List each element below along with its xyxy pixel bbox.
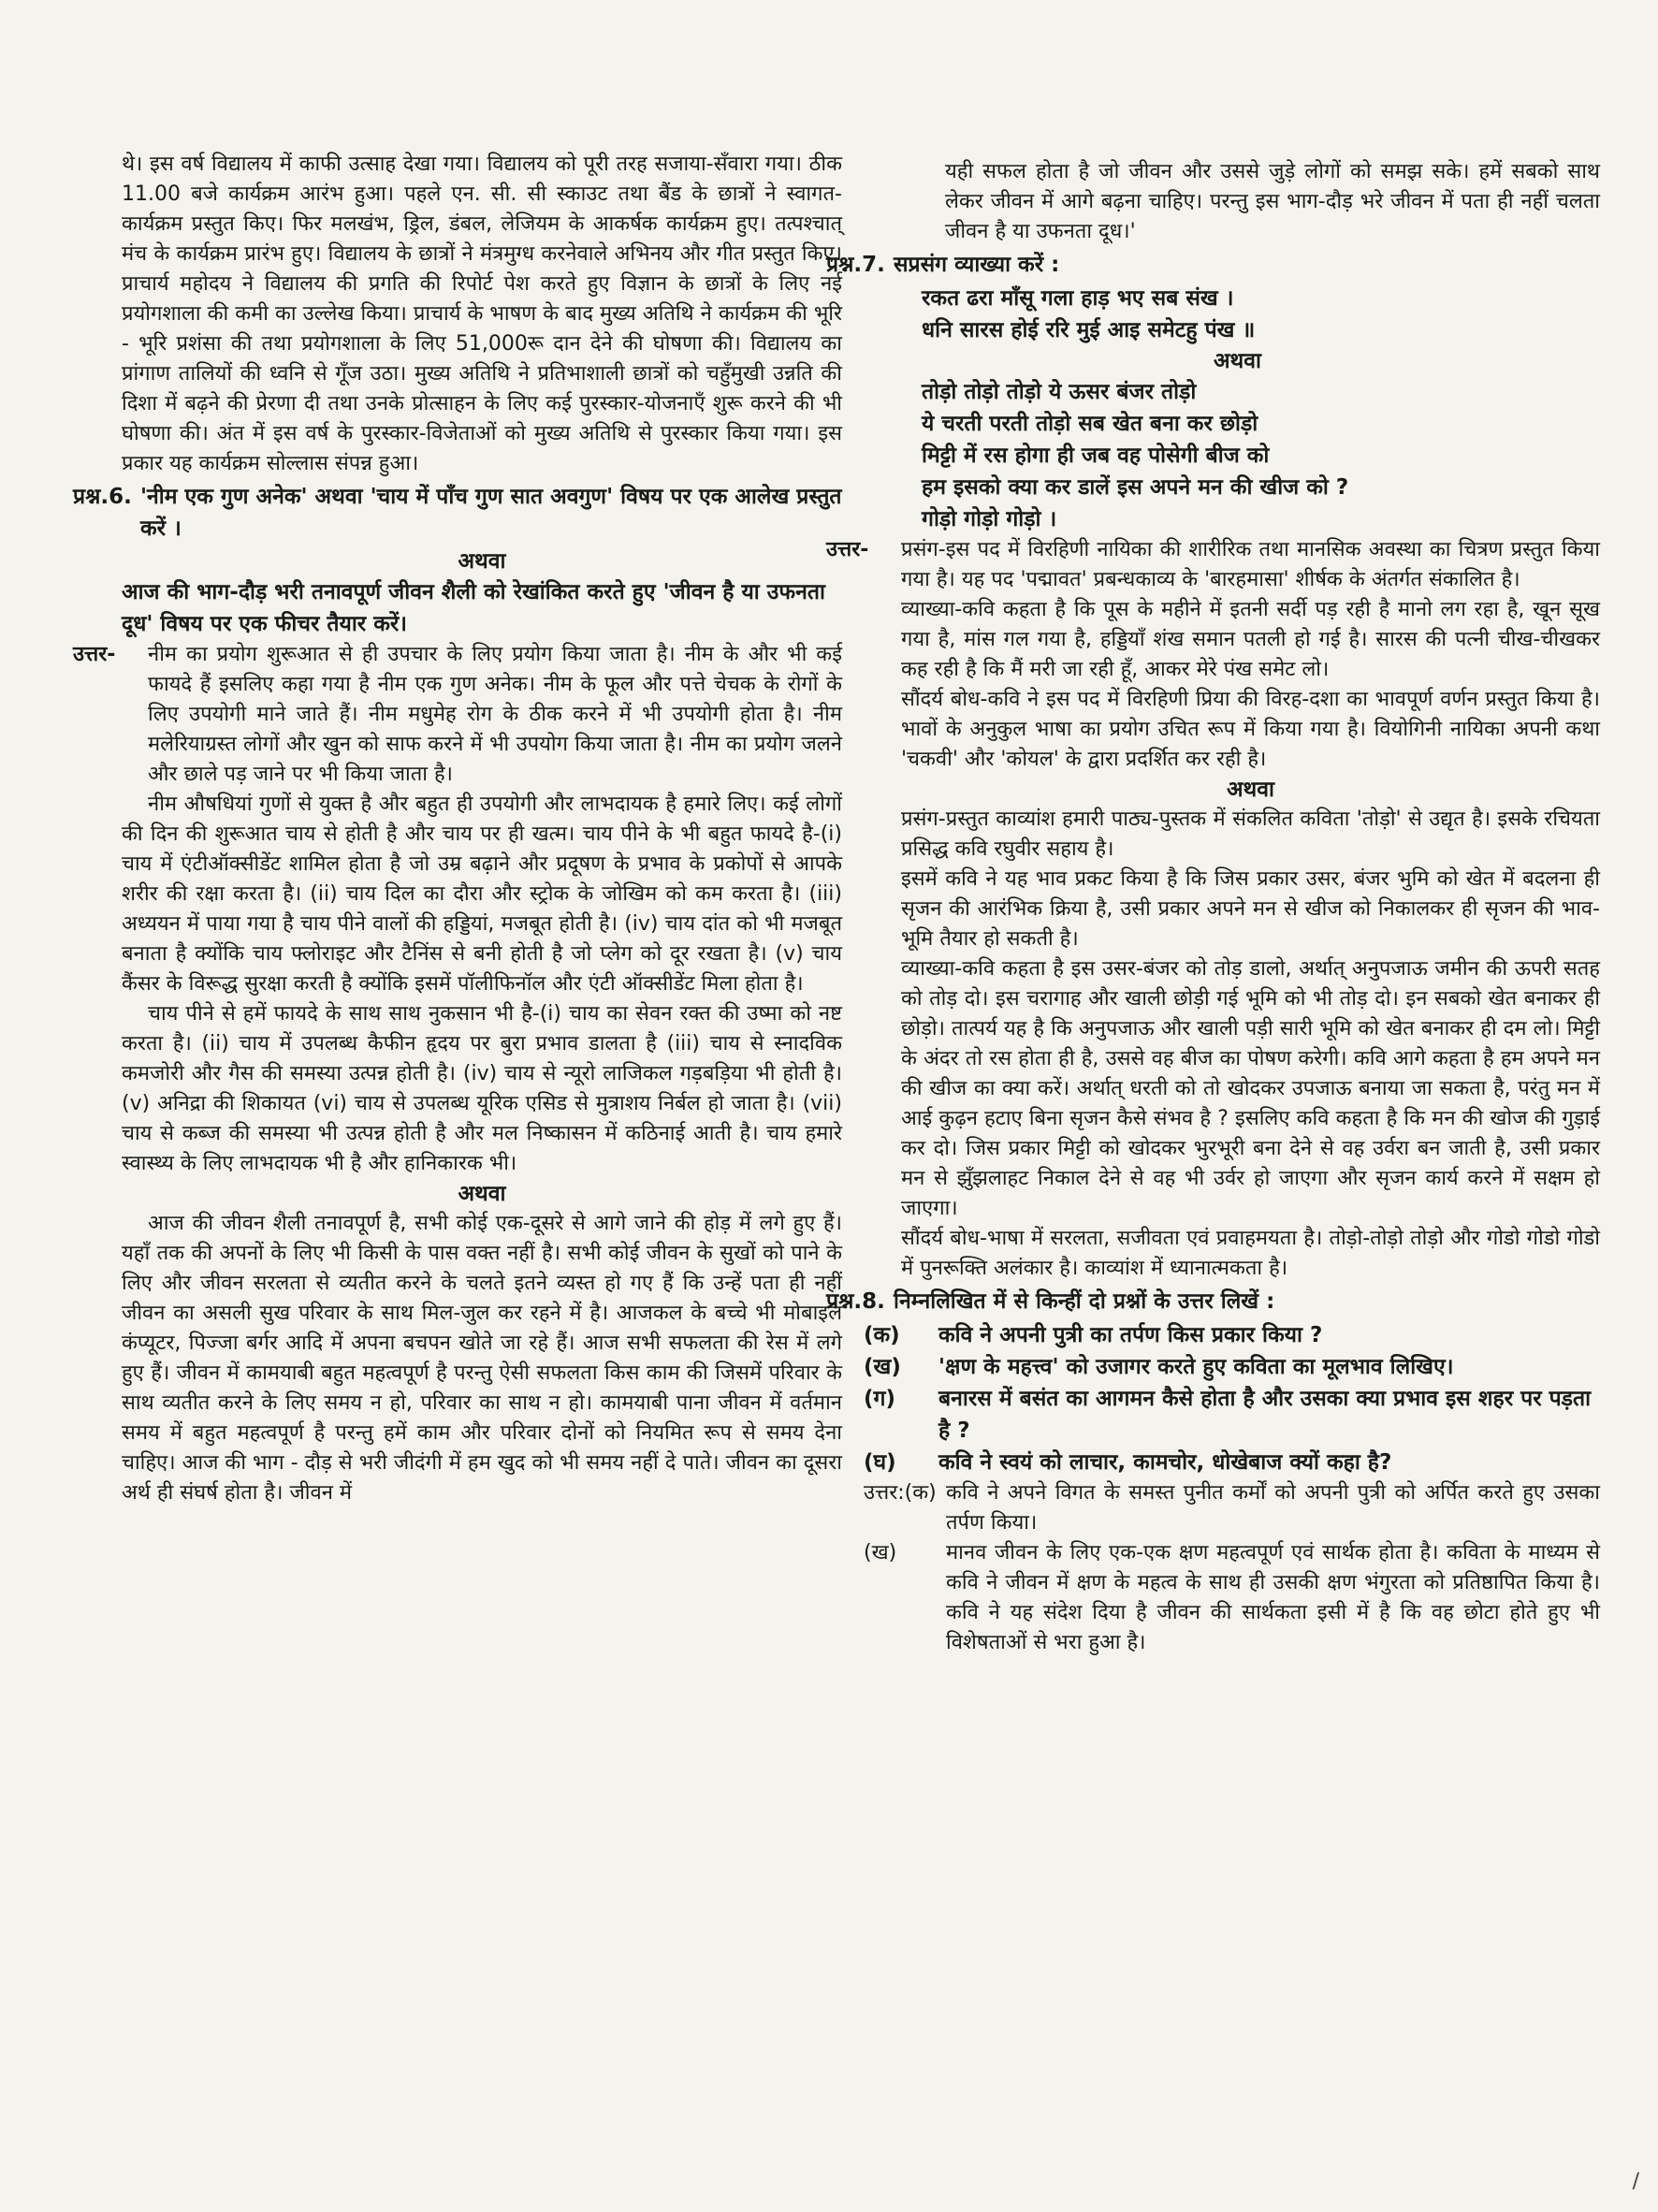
poem-line: ये चरती परती तोड़ो सब खेत बना कर छोड़ो xyxy=(922,412,1258,436)
option-label: (ग) xyxy=(864,1387,895,1411)
poem-line: धनि सारस होई ररि मुई आइ समेटहु पंख ॥ xyxy=(922,318,1256,342)
option-text: कवि ने स्वयं को लाचार, कामचोर, धोखेबाज क्यों कहा है? xyxy=(938,1450,1392,1475)
answer-6-paragraph-4: आज की जीवन शैली तनावपूर्ण है, सभी कोई एक-दूसरे से आगे जाने की होड़ में लगे हुए हैं। यहाँ तक की अपनों के लिए भी किसी के पास वक्त नहीं है। सभी कोई जीवन के सुखों को पाने के लिए और जीवन सरलता से व्यतीत करने के चलते इतने व्यस्त हो गए हैं कि उन्हें पता ही नहीं जीवन का असली सुख परिवार के साथ मिल-जुल कर रहने में है। आजकल के बच्चे भी मोबाइल कंप्यूटर, पिज्जा बर्गर आदि में अपना बचपन खोते जा रहे हैं। आज सभी सफलता की रेस में लगे हुए हैं। जीवन में कामयाबी बहुत महत्वपूर्ण है परन्तु ऐसी सफलता किस काम की जिसमें परिवार के साथ व्यतीत करने के लिए समय न हो, परिवार का साथ न हो। कामयाबी पाना जीवन में वर्तमान समय में बहुत महत्वपूर्ण है परन्तु हमें काम और परिवार दोनों को नियमित रूप से समय देना चाहिए। आज की भाग - दौड़ से भरी जीदंगी में हम खुद को भी समय नहीं दे पाते। जीवन का दूसरा अर्थ ही संघर्ष होता है। जीवन में xyxy=(122,1212,842,1505)
question-8-option xyxy=(864,1447,1600,1478)
page-corner-mark: / xyxy=(1632,2170,1639,2193)
right-column xyxy=(826,157,1600,1658)
answer-6 xyxy=(73,640,842,790)
athva-heading: अथवा xyxy=(1213,349,1261,373)
athva-heading: अथवा xyxy=(458,549,506,574)
option-text: कवि ने अपनी पुत्री का तर्पण किस प्रकार किया ? xyxy=(938,1323,1323,1347)
answer-label: उत्तर- xyxy=(826,538,869,561)
answer-8-part xyxy=(864,1478,1600,1538)
question-7 xyxy=(826,249,1600,281)
option-label: (क) xyxy=(864,1323,900,1347)
answer-6-paragraph-3: चाय पीने से हमें फायदे के साथ साथ नुकसान भी है-(i) चाय का सेवन रक्त की उष्मा को नष्ट करता है। (ii) चाय में उपलब्ध कैफीन हृदय पर बुरा प्रभाव डालता है (iii) चाय से स्नादविक कमजोरी और गैस की समस्या उत्पन्न होती है। (iv) चाय से न्यूरो लाजिकल गड़बड़िया भी होती है। (v) अनिद्रा की शिकायत (vi) चाय से उपलब्ध यूरिक एसिड से मुत्राशय निर्बल हो जाता है। (vii) चाय से कब्ज की समस्या भी उत्पन्न होती है और मल निष्कासन में कठिनाई आती है। चाय हमारे स्वास्थ्य के लिए लाभदायक भी है और हानिकारक भी। xyxy=(122,1002,842,1175)
question-7-label: प्रश्न.7. xyxy=(826,253,885,277)
athva-heading: अथवा xyxy=(1226,778,1274,802)
question-6-alternative: आज की भाग-दौड़ भरी तनावपूर्ण जीवन शैली को रेखांकित करते हुए 'जीवन है या उफनता दूध' विषय पर एक फीचर तैयार करें। xyxy=(122,580,825,636)
option-label: (ख) xyxy=(864,1355,901,1379)
option-text: बनारस में बसंत का आगमन कैसे होता है और उसका क्या प्रभाव इस शहर पर पड़ता है ? xyxy=(938,1387,1592,1443)
left-paragraph-1: थे। इस वर्ष विद्यालय में काफी उत्साह देखा गया। विद्यालय को पूरी तरह सजाया-सँवारा गया। ठीक 11.00 बजे कार्यक्रम आरंभ हुआ। पहले एन. सी. सी स्काउट तथा बैंड के छात्रों ने स्वागत-कार्यक्रम प्रस्तुत किए। फिर मलखंभ, ड्रिल, डंबल, लेजियम के आकर्षक कार्यक्रम हुए। तत्पश्चात् मंच के कार्यक्रम प्रारंभ हुए। विद्यालय के छात्रों ने मंत्रमुग्ध करनेवाले अभिनय और गीत प्रस्तुत किए। प्राचार्य महोदय ने विद्यालय की प्रगति की रिपोर्ट पेश करते हुए विज्ञान के छात्रों के लिए नई प्रयोगशाला की कमी का उल्लेख किया। प्राचार्य के भाषण के बाद मुख्य अतिथि ने कार्यक्रम की भूरि - भूरि प्रशंसा की तथा प्रयोगशाला के लिए 51,000रू दान देने की घोषणा की। विद्यालय का प्रांगाण तालियों की ध्वनि से गूँज उठा। मुख्य अतिथि ने प्रतिभाशाली छात्रों को चहुँमुखी उन्नति की दिशा में बढ़ने की प्रेरणा दी तथा उनके प्रोत्साहन के लिए कई पुरस्कार-योजनाएँ शुरू करने की भी घोषणा की। अंत में इस वर्ष के पुरस्कार-विजेताओं को मुख्य अतिथि से पुरस्कार किया गया। इस प्रकार यह कार्यक्रम सोल्लास संपन्न हुआ। xyxy=(122,153,842,475)
answer-6-paragraph-1: नीम का प्रयोग शुरूआत से ही उपचार के लिए प्रयोग किया जाता है। नीम के और भी कई फायदे हैं इसलिए कहा गया है नीम एक गुण अनेक। नीम के फूल और पत्ते चेचक के रोगों के लिए उपयोगी माने जाते हैं। नीम मधुमेह रोग के ठीक करने में भी उपयोगी होता है। नीम मलेरियाग्रस्त लोगों और खुन को साफ करने में भी उपयोग किया जाता है। नीम का प्रयोग जलने और छाले पड़ जाने पर भी किया जाता है। xyxy=(148,643,842,786)
answer-label: उत्तर- xyxy=(73,643,116,666)
poem-line: मिट्टी में रस होगा ही जब वह पोसेगी बीज को xyxy=(922,444,1270,468)
question-6-label: प्रश्न.6. xyxy=(73,485,132,509)
poem-line: गोड़ो गोड़ो गोड़ो । xyxy=(922,507,1057,531)
poem-1 xyxy=(875,283,1600,346)
question-8 xyxy=(826,1286,1600,1317)
answer-7-alt-explanation: व्याख्या-कवि कहता है इस उसर-बंजर को तोड़ डालो, अर्थात् अनुपजाऊ जमीन की ऊपरी सतह को तोड़ दो। इस चरागाह और खाली छोड़ी गई भूमि को भी तोड़ दो। इन सबको खेत बनाकर ही छोड़ो। तात्पर्य यह है कि अनुपजाऊ और खाली पड़ी सारी भूमि को खेत बनाकर ही दम लो। मिट्टी के अंदर तो रस होता ही है, उससे वह बीज का पोषण करेगी। कवि आगे कहता है हम अपने मन की खीज का क्या करें। अर्थात् धरती को तो खोदकर उपजाऊ बनाया जा सकता है, परंतु मन में आई कुढ़न हटाए बिना सृजन कैसे संभव है ? इसलिए कवि कहता है कि मन की खोज की गुड़ाई कर दो। जिस प्रकार मिट्टी को खोदकर भुरभूरी बना देने से वह उर्वरा बन जाती है, उसी प्रकार मन से झुँझलाहट निकाल देने से वह भी उर्वर हो जाएगा और सृजन कार्य करने में सक्षम हो जाएगा। xyxy=(901,957,1600,1220)
poem-line: तोड़ो तोड़ो तोड़ो ये ऊसर बंजर तोड़ो xyxy=(922,380,1197,404)
answer-8-label: उत्तर:(क) xyxy=(864,1481,937,1505)
left-column xyxy=(73,150,842,1508)
answer-8-part xyxy=(864,1538,1600,1658)
answer-7-alt-context: प्रसंग-प्रस्तुत काव्यांश हमारी पाठ्य-पुस्तक में संकलित कविता 'तोड़ो' से उद्यृत है। इसके रचियता प्रसिद्ध कवि रघुवीर सहाय है। xyxy=(901,808,1600,861)
answer-7-context: प्रसंग-इस पद में विरहिणी नायिका की शारीरिक तथा मानसिक अवस्था का चित्रण प्रस्तुत किया गया है। यह पद 'पद्मावत' प्रबन्धकाव्य के 'बारहमासा' शीर्षक के अंतर्गत संकालित है। xyxy=(901,538,1600,591)
answer-7-explanation: व्याख्या-कवि कहता है कि पूस के महीने में इतनी सर्दी पड़ रही है मानो लग रहा है, खून सूख गया है, मांस गल गया है, हड्डियाँ शंख समान पतली हो गई है। सारस की पत्नी चीख-चीखकर कह रही है कि मैं मरी जा रही हूँ, आकर मेरे पंख समेट लो। xyxy=(901,598,1600,681)
right-paragraph-1: यही सफल होता है जो जीवन और उससे जुड़े लोगों को समझ सके। हमें सबको साथ लेकर जीवन में आगे बढ़ना चाहिए। परन्तु इस भाग-दौड़ भरे जीवन में पता ही नहीं चलता जीवन है या उफनता दूध।' xyxy=(945,160,1600,243)
answer-7 xyxy=(826,535,1600,1284)
poem-line: हम इसको क्या कर डालें इस अपने मन की खीज को ? xyxy=(922,475,1349,500)
question-6-text: 'नीम एक गुण अनेक' अथवा 'चाय में पाँच गुण सात अवगुण' विषय पर एक आलेख प्रस्तुत करें । xyxy=(140,485,842,541)
answer-8-label: (ख) xyxy=(864,1541,897,1564)
athva-heading: अथवा xyxy=(458,1182,506,1206)
poem-2 xyxy=(875,376,1600,535)
answer-7-alt-aesthetics: सौंदर्य बोध-भाषा में सरलता, सजीवता एवं प्रवाहमयता है। तोड़ो-तोड़ो तोड़ो और गोडो गोडो गोडो में पुनरूक्ति अलंकार है। काव्यांश में ध्यानात्मकता है। xyxy=(901,1227,1600,1280)
answer-6-paragraph-2: नीम औषधियां गुणों से युक्त है और बहुत ही उपयोगी और लाभदायक है हमारे लिए। कई लोगों की दिन की शुरूआत चाय से होती है और चाय पर ही खत्म। चाय पीने के भी बहुत फायदे है-(i) चाय में एंटीऑक्सीडेंट शामिल होता है जो उम्र बढ़ाने और प्रदूषण के प्रभाव के प्रकोपों से आपके शरीर की रक्षा करता है। (ii) चाय दिल का दौरा और स्ट्रोक के जोखिम को कम करता है। (iii) अध्ययन में पाया गया है चाय पीने वालों की हड्डियां, मजबूत होती है। (iv) चाय दांत को भी मजबूत बनाता है क्योंकि चाय फ्लोराइट और टैनिंस से बनी होती है जो प्लेग को दूर रखता है। (v) चाय कैंसर के विरूद्ध सुरक्षा करती है क्योंकि इसमें पॉलीफिनॉल और एंटी ऑक्सीडेंट मिला होता है। xyxy=(122,793,842,996)
question-6 xyxy=(73,481,842,545)
question-7-text: सप्रसंग व्याख्या करें : xyxy=(894,253,1060,277)
answer-7-aesthetics: सौंदर्य बोध-कवि ने इस पद में विरहिणी प्रिया की विरह-दशा का भावपूर्ण वर्णन प्रस्तुत किया है। भावों के अनुकुल भाषा का प्रयोग उचित रूप में किया गया है। वियोगिनी नायिका अपनी कथा 'चकवी' और 'कोयल' के द्वारा प्रदर्शित कर रही है। xyxy=(901,688,1600,771)
question-8-option xyxy=(864,1319,1600,1351)
option-label: (घ) xyxy=(864,1450,896,1475)
option-text: 'क्षण के महत्त्व' को उजागर करते हुए कविता का मूलभाव लिखिए। xyxy=(938,1355,1454,1379)
question-8-label: प्रश्न.8. xyxy=(826,1289,885,1314)
question-8-option xyxy=(864,1351,1600,1383)
poem-line: रकत ढरा माँसू गला हाड़ भए सब संख । xyxy=(922,286,1234,311)
answer-8-text: मानव जीवन के लिए एक-एक क्षण महत्वपूर्ण एवं सार्थक होता है। कविता के माध्यम से कवि ने जीवन में क्षण के महत्व के साथ ही उसकी क्षण भंगुरता को प्रतिष्ठापित किया है। कवि ने यह संदेश दिया है जीवन की सार्थकता इसी में है कि वह छोटा होते हुए भी विशेषताओं से भरा हुआ है। xyxy=(946,1541,1600,1654)
answer-8-text: कवि ने अपने विगत के समस्त पुनीत कर्मों को अपनी पुत्री को अर्पित करते हुए उसका तर्पण किया। xyxy=(946,1481,1600,1535)
answer-7-alt-theme: इसमें कवि ने यह भाव प्रकट किया है कि जिस प्रकार उसर, बंजर भुमि को खेत में बदलना ही सृजन की आरंभिक क्रिया है, उसी प्रकार अपने मन से खीज को निकालकर ही सृजन की भाव-भूमि तैयार हो सकती है। xyxy=(901,867,1600,951)
question-8-text: निम्नलिखित में से किन्हीं दो प्रश्नों के उत्तर लिखें : xyxy=(894,1289,1275,1314)
question-8-option xyxy=(864,1383,1600,1447)
